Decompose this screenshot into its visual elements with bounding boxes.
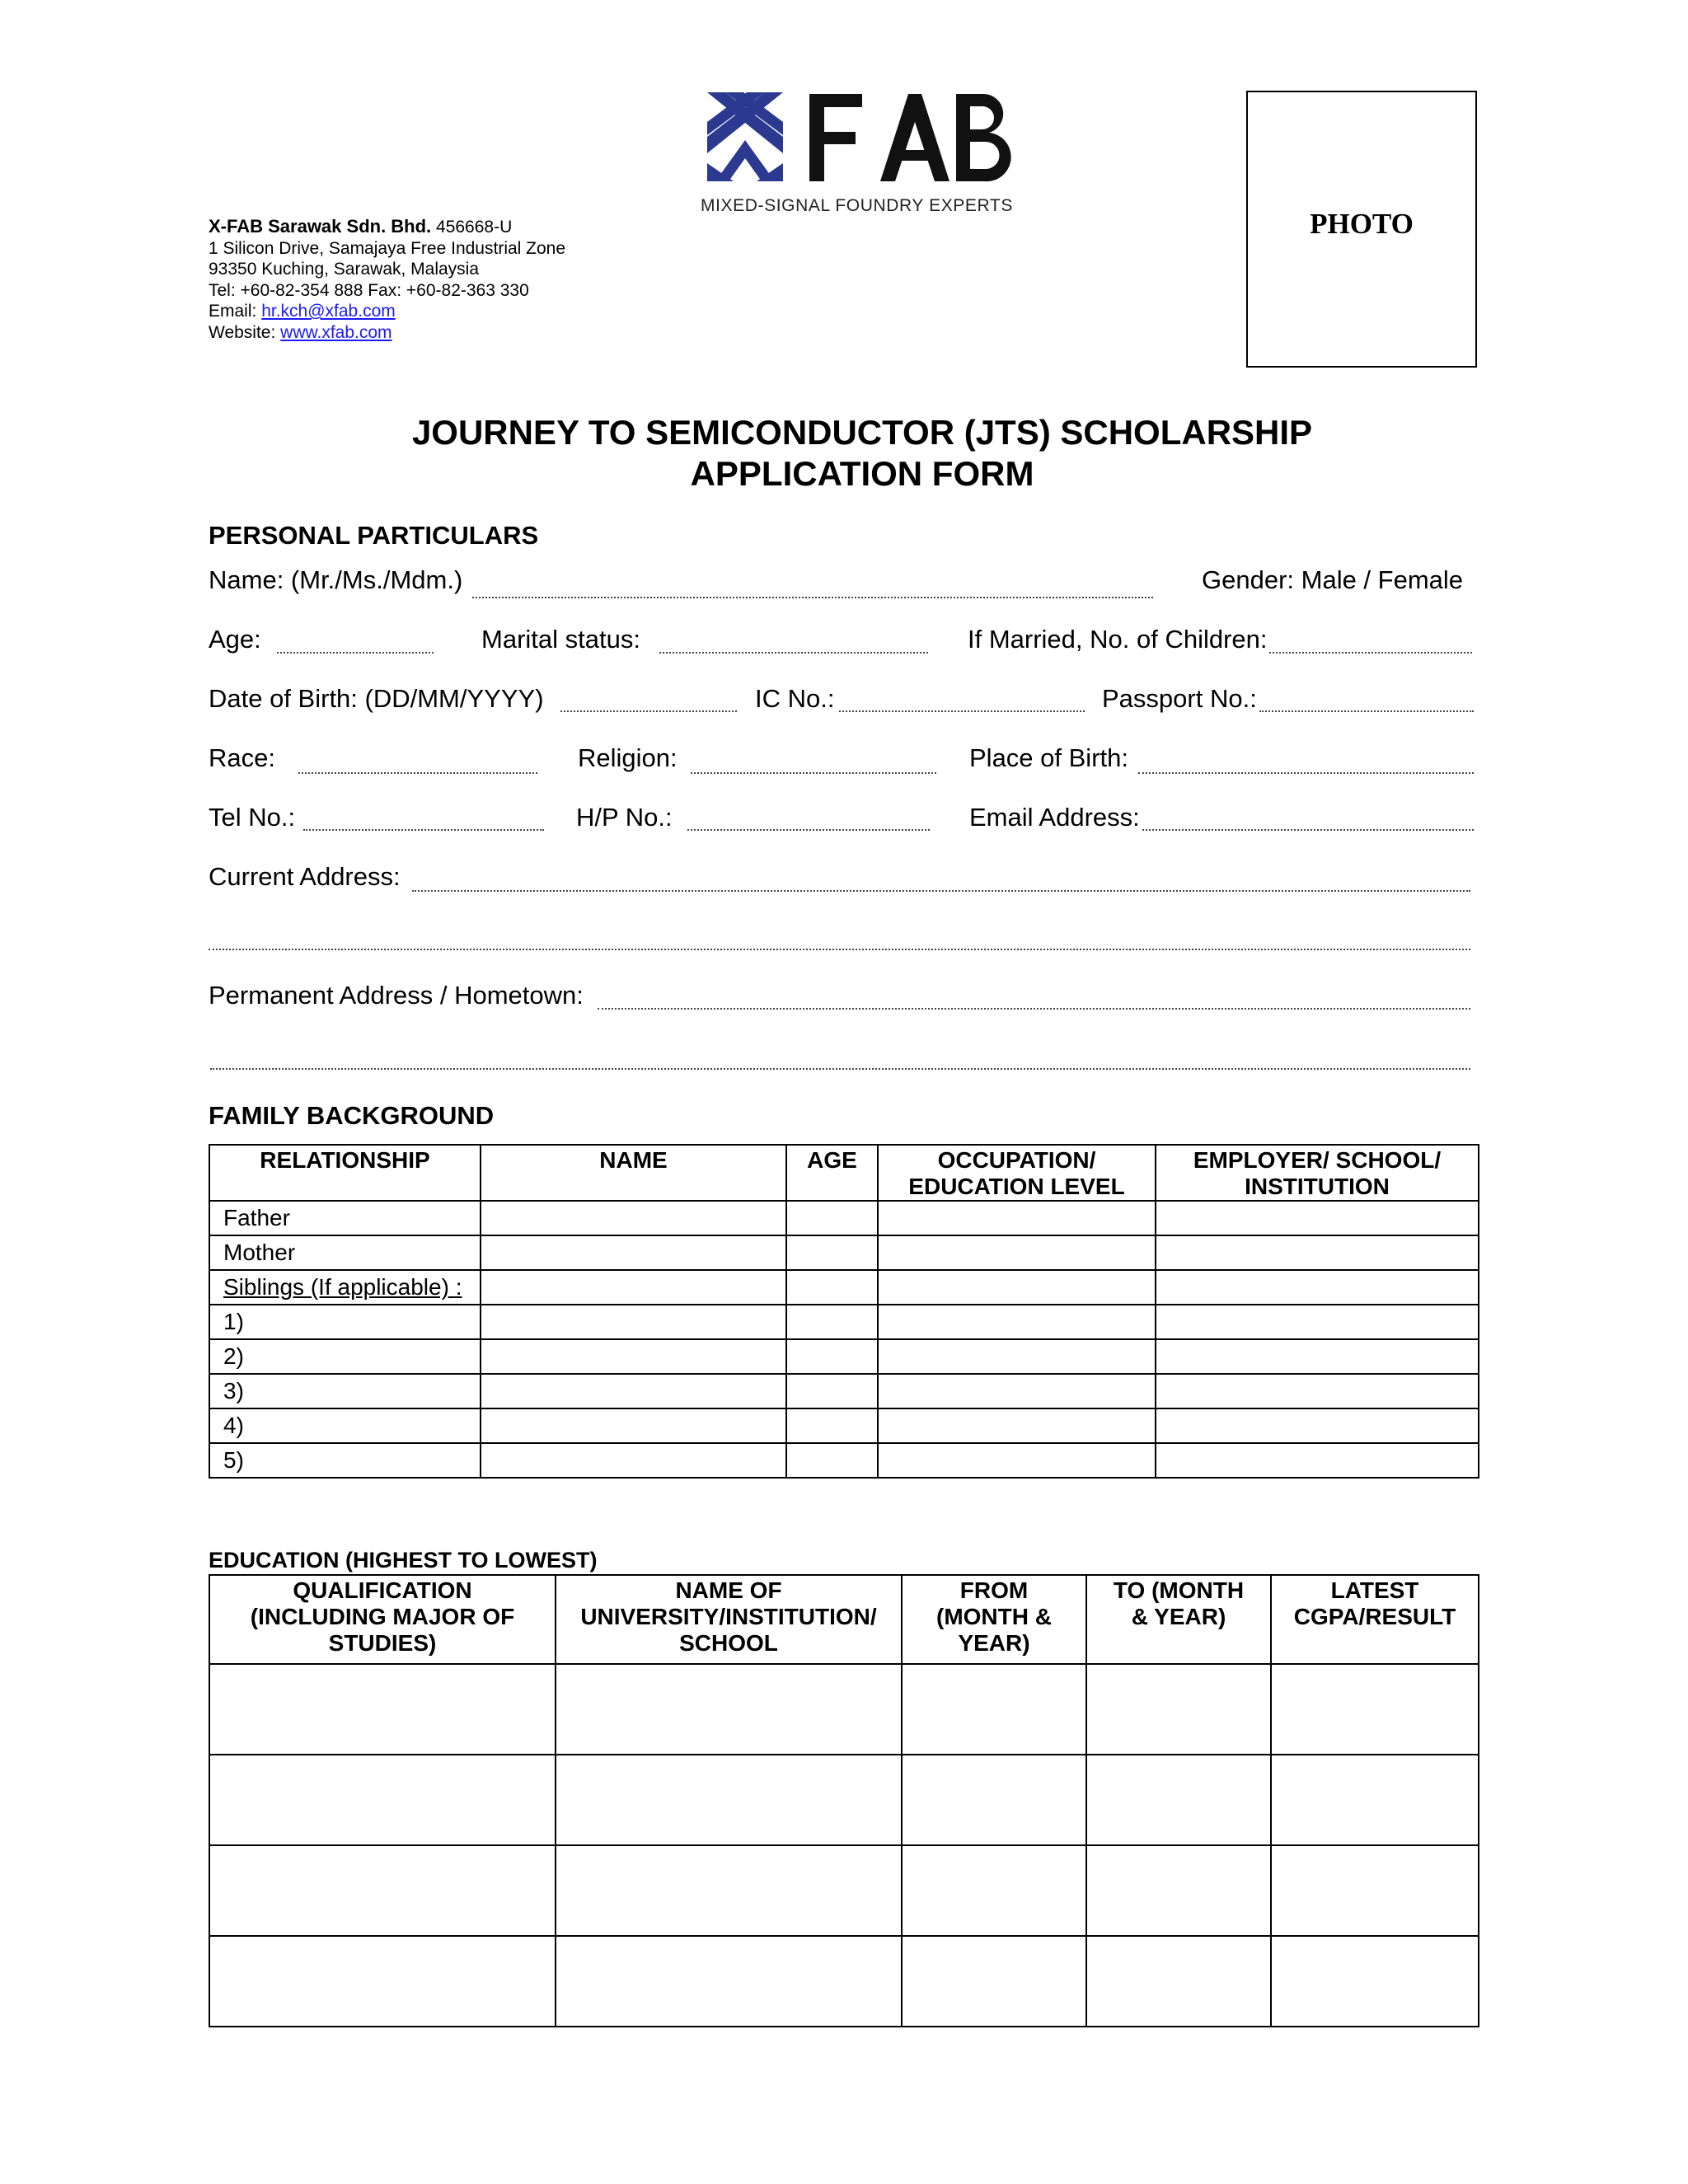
table-cell[interactable] xyxy=(1086,1845,1271,1936)
family-table xyxy=(209,1144,1479,1479)
current-address-field-1[interactable] xyxy=(412,890,1470,892)
table-row xyxy=(209,1664,1479,1755)
table-row xyxy=(209,1235,1479,1270)
name-field[interactable] xyxy=(472,597,1153,598)
education-table xyxy=(209,1574,1479,2027)
table-cell[interactable] xyxy=(786,1374,878,1408)
table-cell[interactable] xyxy=(878,1408,1156,1443)
table-cell[interactable] xyxy=(902,1664,1086,1755)
company-info xyxy=(209,216,565,343)
table-cell[interactable] xyxy=(1271,1845,1479,1936)
ic-label: IC No.: xyxy=(755,684,835,713)
relationship-siblings xyxy=(209,1270,481,1305)
religion-field[interactable] xyxy=(691,772,936,774)
table-cell[interactable] xyxy=(481,1270,786,1305)
race-label: Race: xyxy=(209,743,275,772)
table-cell[interactable] xyxy=(1156,1201,1479,1235)
company-logo xyxy=(701,89,1022,217)
children-field[interactable] xyxy=(1269,652,1472,654)
table-cell[interactable] xyxy=(1156,1339,1479,1374)
marital-label: Marital status: xyxy=(481,625,640,654)
table-cell[interactable] xyxy=(1271,1755,1479,1845)
table-cell[interactable] xyxy=(1086,1755,1271,1845)
table-cell[interactable] xyxy=(902,1755,1086,1845)
table-cell[interactable] xyxy=(878,1374,1156,1408)
table-cell[interactable] xyxy=(209,1755,556,1845)
table-row xyxy=(209,1374,1479,1408)
dob-field[interactable] xyxy=(560,710,737,712)
current-address-label: Current Address: xyxy=(209,862,401,891)
table-row xyxy=(209,1339,1479,1374)
email-link[interactable]: hr.kch@xfab.com xyxy=(261,302,396,321)
sibling-4: 4) xyxy=(209,1408,481,1443)
table-cell[interactable] xyxy=(878,1201,1156,1235)
family-col-name: NAME xyxy=(481,1145,786,1201)
family-col-relationship: RELATIONSHIP xyxy=(209,1145,481,1201)
table-cell[interactable] xyxy=(786,1305,878,1339)
tel-fax: Tel: +60-82-354 888 Fax: +60-82-363 330 xyxy=(209,280,529,300)
table-cell[interactable] xyxy=(556,1755,902,1845)
family-col-employer: EMPLOYER/ SCHOOL/ INSTITUTION xyxy=(1156,1145,1479,1201)
children-label: If Married, No. of Children: xyxy=(968,625,1268,654)
table-cell[interactable] xyxy=(1086,1936,1271,2027)
age-field[interactable] xyxy=(277,652,434,654)
sibling-2: 2) xyxy=(209,1339,481,1374)
table-cell[interactable] xyxy=(1156,1374,1479,1408)
table-row xyxy=(209,1936,1479,2027)
table-row xyxy=(209,1443,1479,1478)
table-cell[interactable] xyxy=(1086,1664,1271,1755)
table-cell[interactable] xyxy=(786,1339,878,1374)
table-cell[interactable] xyxy=(556,1936,902,2027)
tel-label: Tel No.: xyxy=(209,803,296,832)
permanent-address-field-1[interactable] xyxy=(598,1008,1470,1010)
email-address-field[interactable] xyxy=(1142,829,1474,831)
dob-label: Date of Birth: (DD/MM/YYYY) xyxy=(209,684,544,713)
table-cell[interactable] xyxy=(1156,1305,1479,1339)
edu-col-institution: NAME OF UNIVERSITY/INSTITUTION/ SCHOOL xyxy=(556,1575,902,1664)
table-cell[interactable] xyxy=(786,1235,878,1270)
tel-field[interactable] xyxy=(303,829,544,831)
edu-col-qualification: QUALIFICATION (INCLUDING MAJOR OF STUDIES) xyxy=(209,1575,556,1664)
x-fab-logo-icon xyxy=(701,89,1022,192)
family-heading: FAMILY BACKGROUND xyxy=(209,1101,495,1130)
address-line1: 1 Silicon Drive, Samajaya Free Industrial Zone xyxy=(209,238,566,258)
family-col-age: AGE xyxy=(786,1145,878,1201)
table-cell[interactable] xyxy=(481,1235,786,1270)
company-reg: 456668-U xyxy=(436,218,513,237)
table-cell[interactable] xyxy=(786,1270,878,1305)
photo-label: PHOTO xyxy=(1310,208,1414,240)
table-row xyxy=(209,1201,1479,1235)
table-cell[interactable] xyxy=(481,1443,786,1478)
table-cell[interactable] xyxy=(786,1408,878,1443)
religion-label: Religion: xyxy=(578,743,678,772)
family-col-occupation: OCCUPATION/ EDUCATION LEVEL xyxy=(878,1145,1156,1201)
table-cell[interactable] xyxy=(902,1936,1086,2027)
personal-heading: PERSONAL PARTICULARS xyxy=(209,521,539,550)
table-cell[interactable] xyxy=(481,1305,786,1339)
table-cell[interactable] xyxy=(1271,1664,1479,1755)
table-cell[interactable] xyxy=(902,1845,1086,1936)
permanent-address-label: Permanent Address / Hometown: xyxy=(209,981,584,1010)
education-heading: EDUCATION (HIGHEST TO LOWEST) xyxy=(209,1548,598,1572)
table-cell[interactable] xyxy=(481,1374,786,1408)
pob-field[interactable] xyxy=(1138,772,1474,774)
edu-col-cgpa: LATEST CGPA/RESULT xyxy=(1271,1575,1479,1664)
hp-field[interactable] xyxy=(687,829,930,831)
name-label: Name: (Mr./Ms./Mdm.) xyxy=(209,565,463,594)
hp-label: H/P No.: xyxy=(576,803,673,832)
table-row xyxy=(209,1408,1479,1443)
website-label: Website: xyxy=(209,322,276,342)
sibling-1: 1) xyxy=(209,1305,481,1339)
gender-label: Gender: Male / Female xyxy=(1202,565,1464,594)
passport-field[interactable] xyxy=(1259,710,1474,712)
race-field[interactable] xyxy=(298,772,537,774)
table-cell[interactable] xyxy=(1156,1408,1479,1443)
table-row xyxy=(209,1270,1479,1305)
form-title-line2: APPLICATION FORM xyxy=(690,454,1034,493)
sibling-3: 3) xyxy=(209,1374,481,1408)
passport-label: Passport No.: xyxy=(1102,684,1257,713)
edu-col-to: TO (MONTH & YEAR) xyxy=(1086,1575,1271,1664)
relationship-mother: Mother xyxy=(209,1235,481,1270)
table-row xyxy=(209,1845,1479,1936)
permanent-address-field-2[interactable] xyxy=(210,1068,1470,1070)
table-cell[interactable] xyxy=(878,1270,1156,1305)
sibling-5: 5) xyxy=(209,1443,481,1478)
email-address-label: Email Address: xyxy=(969,803,1140,832)
table-cell[interactable] xyxy=(786,1201,878,1235)
table-cell[interactable] xyxy=(209,1936,556,2027)
table-cell[interactable] xyxy=(481,1201,786,1235)
table-cell[interactable] xyxy=(1156,1270,1479,1305)
photo-box xyxy=(1246,91,1477,368)
table-cell[interactable] xyxy=(481,1339,786,1374)
table-cell[interactable] xyxy=(878,1235,1156,1270)
table-row xyxy=(209,1305,1479,1339)
marital-field[interactable] xyxy=(659,652,928,654)
website-link[interactable]: www.xfab.com xyxy=(280,322,392,342)
current-address-field-2[interactable] xyxy=(209,949,1470,950)
table-cell[interactable] xyxy=(1156,1235,1479,1270)
company-name: X-FAB Sarawak Sdn. Bhd. xyxy=(209,216,432,237)
table-cell[interactable] xyxy=(1271,1936,1479,2027)
edu-col-from: FROM (MONTH & YEAR) xyxy=(902,1575,1086,1664)
table-cell[interactable] xyxy=(481,1408,786,1443)
age-label: Age: xyxy=(209,625,261,654)
table-cell[interactable] xyxy=(878,1305,1156,1339)
address-line2: 93350 Kuching, Sarawak, Malaysia xyxy=(209,260,480,279)
table-cell[interactable] xyxy=(209,1845,556,1936)
table-cell[interactable] xyxy=(556,1845,902,1936)
relationship-father: Father xyxy=(209,1201,481,1235)
table-cell[interactable] xyxy=(878,1443,1156,1478)
siblings-label: Siblings (If applicable) : xyxy=(223,1274,462,1300)
pob-label: Place of Birth: xyxy=(969,743,1128,772)
form-title xyxy=(209,412,1516,494)
table-cell[interactable] xyxy=(209,1664,556,1755)
email-label: Email: xyxy=(209,302,257,321)
table-cell[interactable] xyxy=(1156,1443,1479,1478)
table-cell[interactable] xyxy=(786,1443,878,1478)
logo-tagline: MIXED-SIGNAL FOUNDRY EXPERTS xyxy=(701,196,1013,215)
table-cell[interactable] xyxy=(556,1664,902,1755)
ic-field[interactable] xyxy=(839,710,1085,712)
table-row xyxy=(209,1755,1479,1845)
form-title-line1: JOURNEY TO SEMICONDUCTOR (JTS) SCHOLARSHIP xyxy=(411,413,1313,452)
table-cell[interactable] xyxy=(878,1339,1156,1374)
